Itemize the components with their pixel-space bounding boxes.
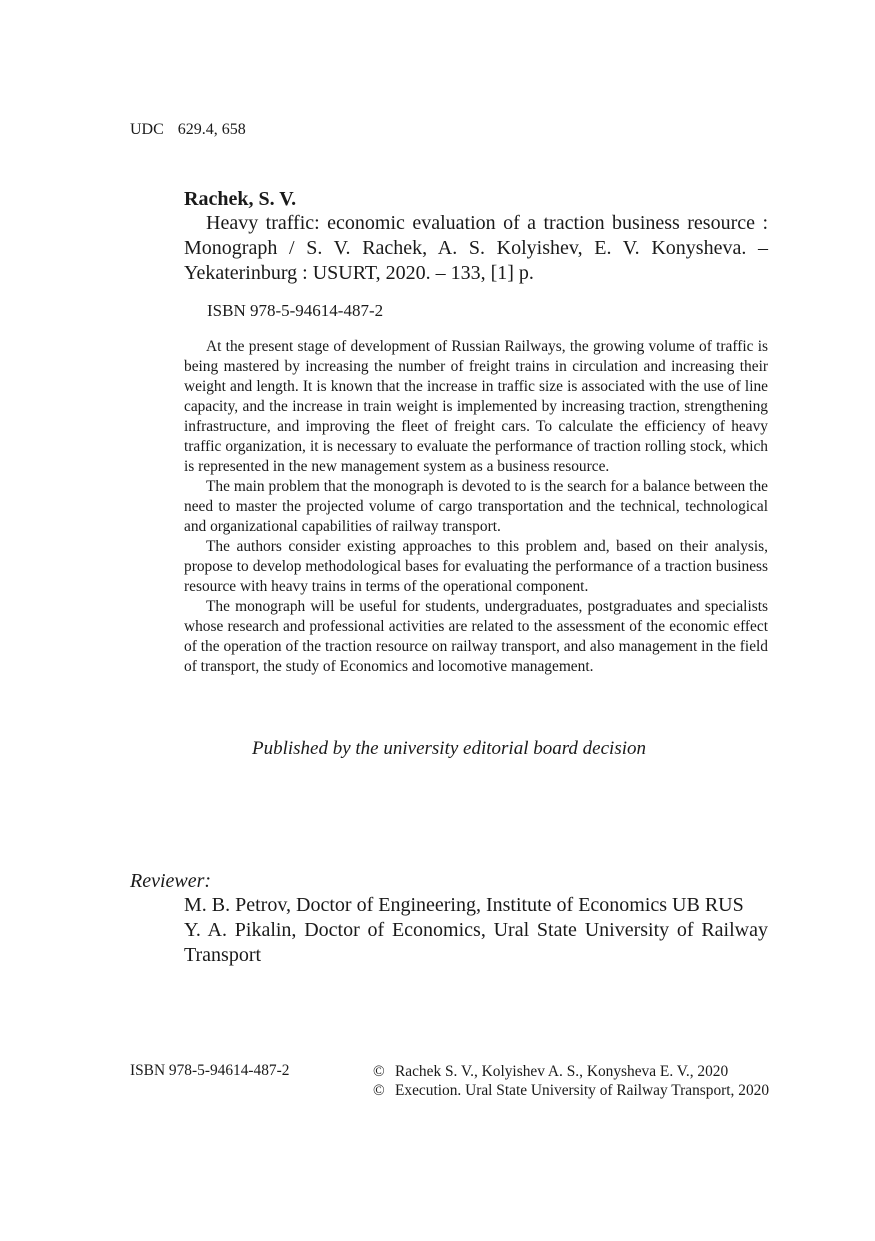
isbn-top: ISBN 978-5-94614-487-2: [207, 301, 384, 320]
copyright-text: Execution. Ural State University of Railway Transport, 2020: [395, 1082, 770, 1099]
copyright-symbol: ©: [373, 1082, 385, 1099]
copyright-text: Rachek S. V., Kolyishev A. S., Konysheva E. V., 2020: [395, 1063, 729, 1080]
author-name: Rachek, S. V.: [184, 188, 297, 210]
udc-value: 629.4, 658: [177, 121, 246, 138]
copyright-symbol: ©: [373, 1063, 385, 1080]
udc-label: UDC: [130, 121, 164, 138]
abstract-paragraph: The monograph will be useful for students, undergraduates, postgraduates and specialists whose research and professional activities are related to the assessment of the economic effect of the operation of the traction resource on railway transport, and also management in the field of transport, the study of Economics and locomotive management.: [184, 598, 768, 675]
reviewer-entry: Y. A. Pikalin, Doctor of Economics, Ural State University of Railway Transport: [184, 919, 768, 966]
abstract-paragraph: The main problem that the monograph is devoted to is the search for a balance between the need to master the projected volume of cargo transportation and the technical, technological and organizational capabilities of railway transport.: [184, 478, 768, 535]
bibliographic-title: Heavy traffic: economic evaluation of a traction business resource : Monograph / S. V. Rachek, A. S. Kolyishev, E. V. Konysheva. – Yekaterinburg : USURT, 2020. – 133, [1] p.: [184, 212, 768, 284]
abstract: [184, 337, 768, 677]
copyright-block: [373, 1062, 773, 1100]
abstract-paragraph: The authors consider existing approaches to this problem and, based on their analysis, propose to develop methodological bases for evaluating the performance of a traction business resource with heavy trains in terms of the operational component.: [184, 538, 768, 595]
copyright-line: [373, 1062, 773, 1081]
copyright-line: [373, 1081, 773, 1100]
reviewer-list: [184, 893, 768, 968]
published-note: Published by the university editorial board decision: [251, 738, 646, 759]
udc-line: [130, 120, 246, 140]
isbn-bottom: ISBN 978-5-94614-487-2: [130, 1062, 290, 1079]
reviewer-entry: M. B. Petrov, Doctor of Engineering, Institute of Economics UB RUS: [184, 894, 744, 916]
abstract-paragraph: At the present stage of development of Russian Railways, the growing volume of traffic is being mastered by increasing the number of freight trains in circulation and increasing their weight and length. It is known that the increase in traffic size is associated with the use of line capacity, and the increase in train weight is implemented by increasing traction, strengthening infrastructure, and improving the fleet of freight cars. To calculate the efficiency of heavy traffic organization, it is necessary to evaluate the performance of traction rolling stock, which is represented in the new management system as a business resource.: [184, 338, 768, 475]
reviewer-label: Reviewer:: [130, 870, 212, 892]
